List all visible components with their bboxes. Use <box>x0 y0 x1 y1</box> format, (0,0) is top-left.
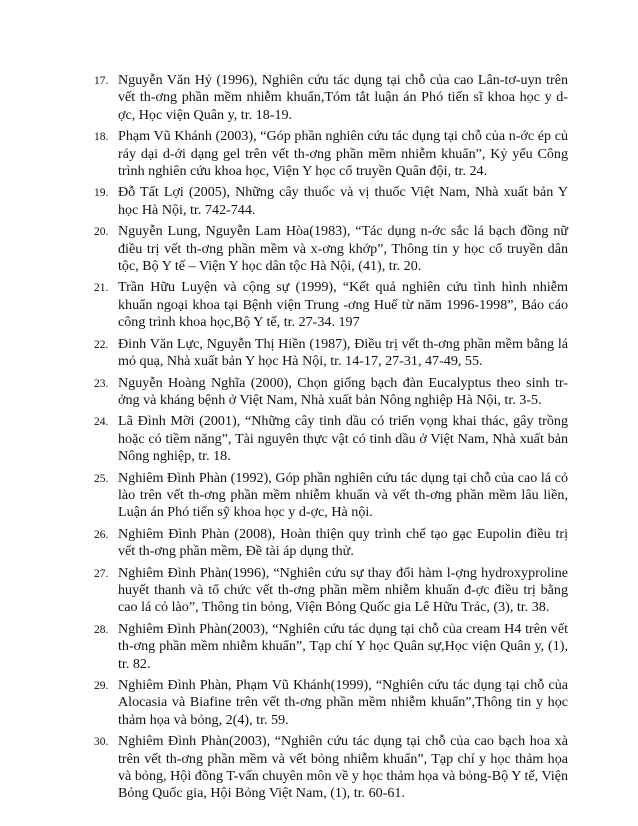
reference-item <box>94 677 568 729</box>
reference-text: Nguyễn Hoàng Nghĩa (2000), Chọn giống bạch đàn Eucalyptus theo sinh tr-ởng và kháng bệnh ở Việt Nam, Nhà xuất bản Nông nghiệp Hà Nội, tr. 3-5. <box>118 374 568 408</box>
reference-item <box>94 184 568 219</box>
reference-number: 30. <box>94 736 109 749</box>
reference-item <box>94 413 568 465</box>
reference-text: Nghiêm Đình Phàn (1992), Góp phần nghiên cứu tác dụng tại chỗ của cao lá cỏ lào trên vết th-ơng phần mềm nhiễm khuẩn và vết th-ơng phần mềm lâu liền, Luận án Phó tiến sỹ khoa học y d-ợc, Hà nội. <box>118 469 568 521</box>
reference-text: Nghiêm Đình Phàn (2008), Hoàn thiện quy trình chế tạo gạc Eupolin điều trị vết th-ơng phần mềm, Đề tài áp dụng thử. <box>118 525 568 560</box>
reference-number: 23. <box>94 377 109 390</box>
reference-number: 28. <box>94 623 109 636</box>
reference-item <box>94 128 568 180</box>
reference-number: 19. <box>94 187 109 200</box>
reference-number: 27. <box>94 567 109 580</box>
reference-item <box>94 223 568 275</box>
reference-number: 26. <box>94 528 109 541</box>
reference-item <box>94 565 568 617</box>
reference-number: 17. <box>94 75 109 87</box>
reference-item <box>94 375 568 410</box>
reference-item <box>94 733 568 803</box>
reference-item <box>94 470 568 522</box>
reference-item <box>94 279 568 331</box>
reference-text: Lã Đình Mỡi (2001), “Những cây tinh dầu có triển vọng khai thác, gây trồng hoặc có tiềm năng”, Tài nguyên thực vật có tinh dầu ở Việt Nam, Nhà xuất bản Nông nghiệp, tr. 18. <box>118 413 568 465</box>
reference-text: Nguyễn Văn Hỷ (1996), Nghiên cứu tác dụng tại chỗ của cao Lân-tơ-uyn trên vết th-ơng phần mềm nhiễm khuẩn,Tóm tắt luận án Phó tiến sĩ khoa học y d-ợc, Học viện Quân y, tr. 18-19. <box>118 72 568 123</box>
reference-item <box>94 72 568 124</box>
reference-text: Nghiêm Đình Phàn(2003), “Nghiên cứu tác dụng tại chỗ của cream H4 trên vết th-ơng phần mềm nhiễm khuẩn”, Tạp chí Y học Quân sự,Học viện Quân y, (1), tr. 82. <box>118 620 568 672</box>
reference-text: Trần Hữu Luyện và cộng sự (1999), “Kết quả nghiên cứu tình hình nhiễm khuẩn ngoại khoa tại Bệnh viện Trung -ơng Huế từ năm 1996-1998”, Báo cáo công trình khoa học,Bộ Y tế, tr. 27-34. 197 <box>118 279 568 331</box>
reference-text: Nghiêm Đình Phàn, Phạm Vũ Khánh(1999), “Nghiên cứu tác dụng tại chỗ của Alocasia và Biafine trên vết th-ơng phần mềm nhiễm khuẩn”,Thông tin y học thảm họa và bỏng, 2(4), tr. 59. <box>118 677 568 728</box>
reference-number: 24. <box>94 416 109 429</box>
reference-item <box>94 526 568 561</box>
reference-list <box>94 72 568 807</box>
reference-item <box>94 621 568 673</box>
reference-number: 25. <box>94 472 109 485</box>
reference-number: 22. <box>94 338 109 351</box>
reference-text: Nghiêm Đình Phàn(2003), “Nghiên cứu tác dụng tại chỗ của cao bạch hoa xà trên vết th-ơng phần mềm và vết bỏng nhiễm khuẩn”, Tạp chí y học thảm họa và bỏng, Hội đồng T-vấn chuyên môn về y học thảm họa và bỏng-Bộ Y tế, Viện Bỏng Quốc gia, Hội Bỏng Việt Nam, (1), tr. 60-61. <box>118 733 568 802</box>
reference-number: 29. <box>94 680 109 692</box>
reference-number: 21. <box>94 282 109 295</box>
reference-number: 20. <box>94 226 109 239</box>
reference-text: Đinh Văn Lực, Nguyễn Thị Hiền (1987), Điều trị vết th-ơng phần mềm bằng lá mỏ quạ, Nhà xuất bản Y học Hà Nội, tr. 14-17, 27-31, 47-49, 55. <box>118 335 568 370</box>
reference-number: 18. <box>94 131 109 144</box>
reference-text: Đỗ Tất Lợi (2005), Những cây thuốc và vị thuốc Việt Nam, Nhà xuất bản Y học Hà Nội, tr. 742-744. <box>118 184 568 218</box>
reference-text: Phạm Vũ Khánh (2003), “Góp phần nghiên cứu tác dụng tại chỗ của n-ớc ép củ ráy dại d-ới dạng gel trên vết th-ơng phần mềm nhiễm khuẩn”, Kỷ yếu Công trình nghiên cứu khoa học, Viện Y học cổ truyền Quân đội, tr. 24. <box>118 128 568 180</box>
reference-text: Nguyễn Lung, Nguyễn Lam Hòa(1983), “Tác dụng n-ớc sắc lá bạch đồng nữ điều trị vết th-ơng phần mềm và x-ơng khớp”, Thông tin y học cổ truyền dân tộc, Bộ Y tế – Viện Y học dân tộc Hà Nội, (41), tr. 20. <box>118 223 568 275</box>
reference-text: Nghiêm Đình Phàn(1996), “Nghiên cứu sự thay đổi hàm l-ợng hydroxyproline huyết thanh và tổ chức vết th-ơng phần mềm nhiễm khuẩn đ-ợc điều trị bằng cao lá cỏ lào”, Thông tin bỏng, Viện Bỏng Quốc gia Lê Hữu Trác, (3), tr. 38. <box>118 564 568 616</box>
reference-item <box>94 336 568 371</box>
